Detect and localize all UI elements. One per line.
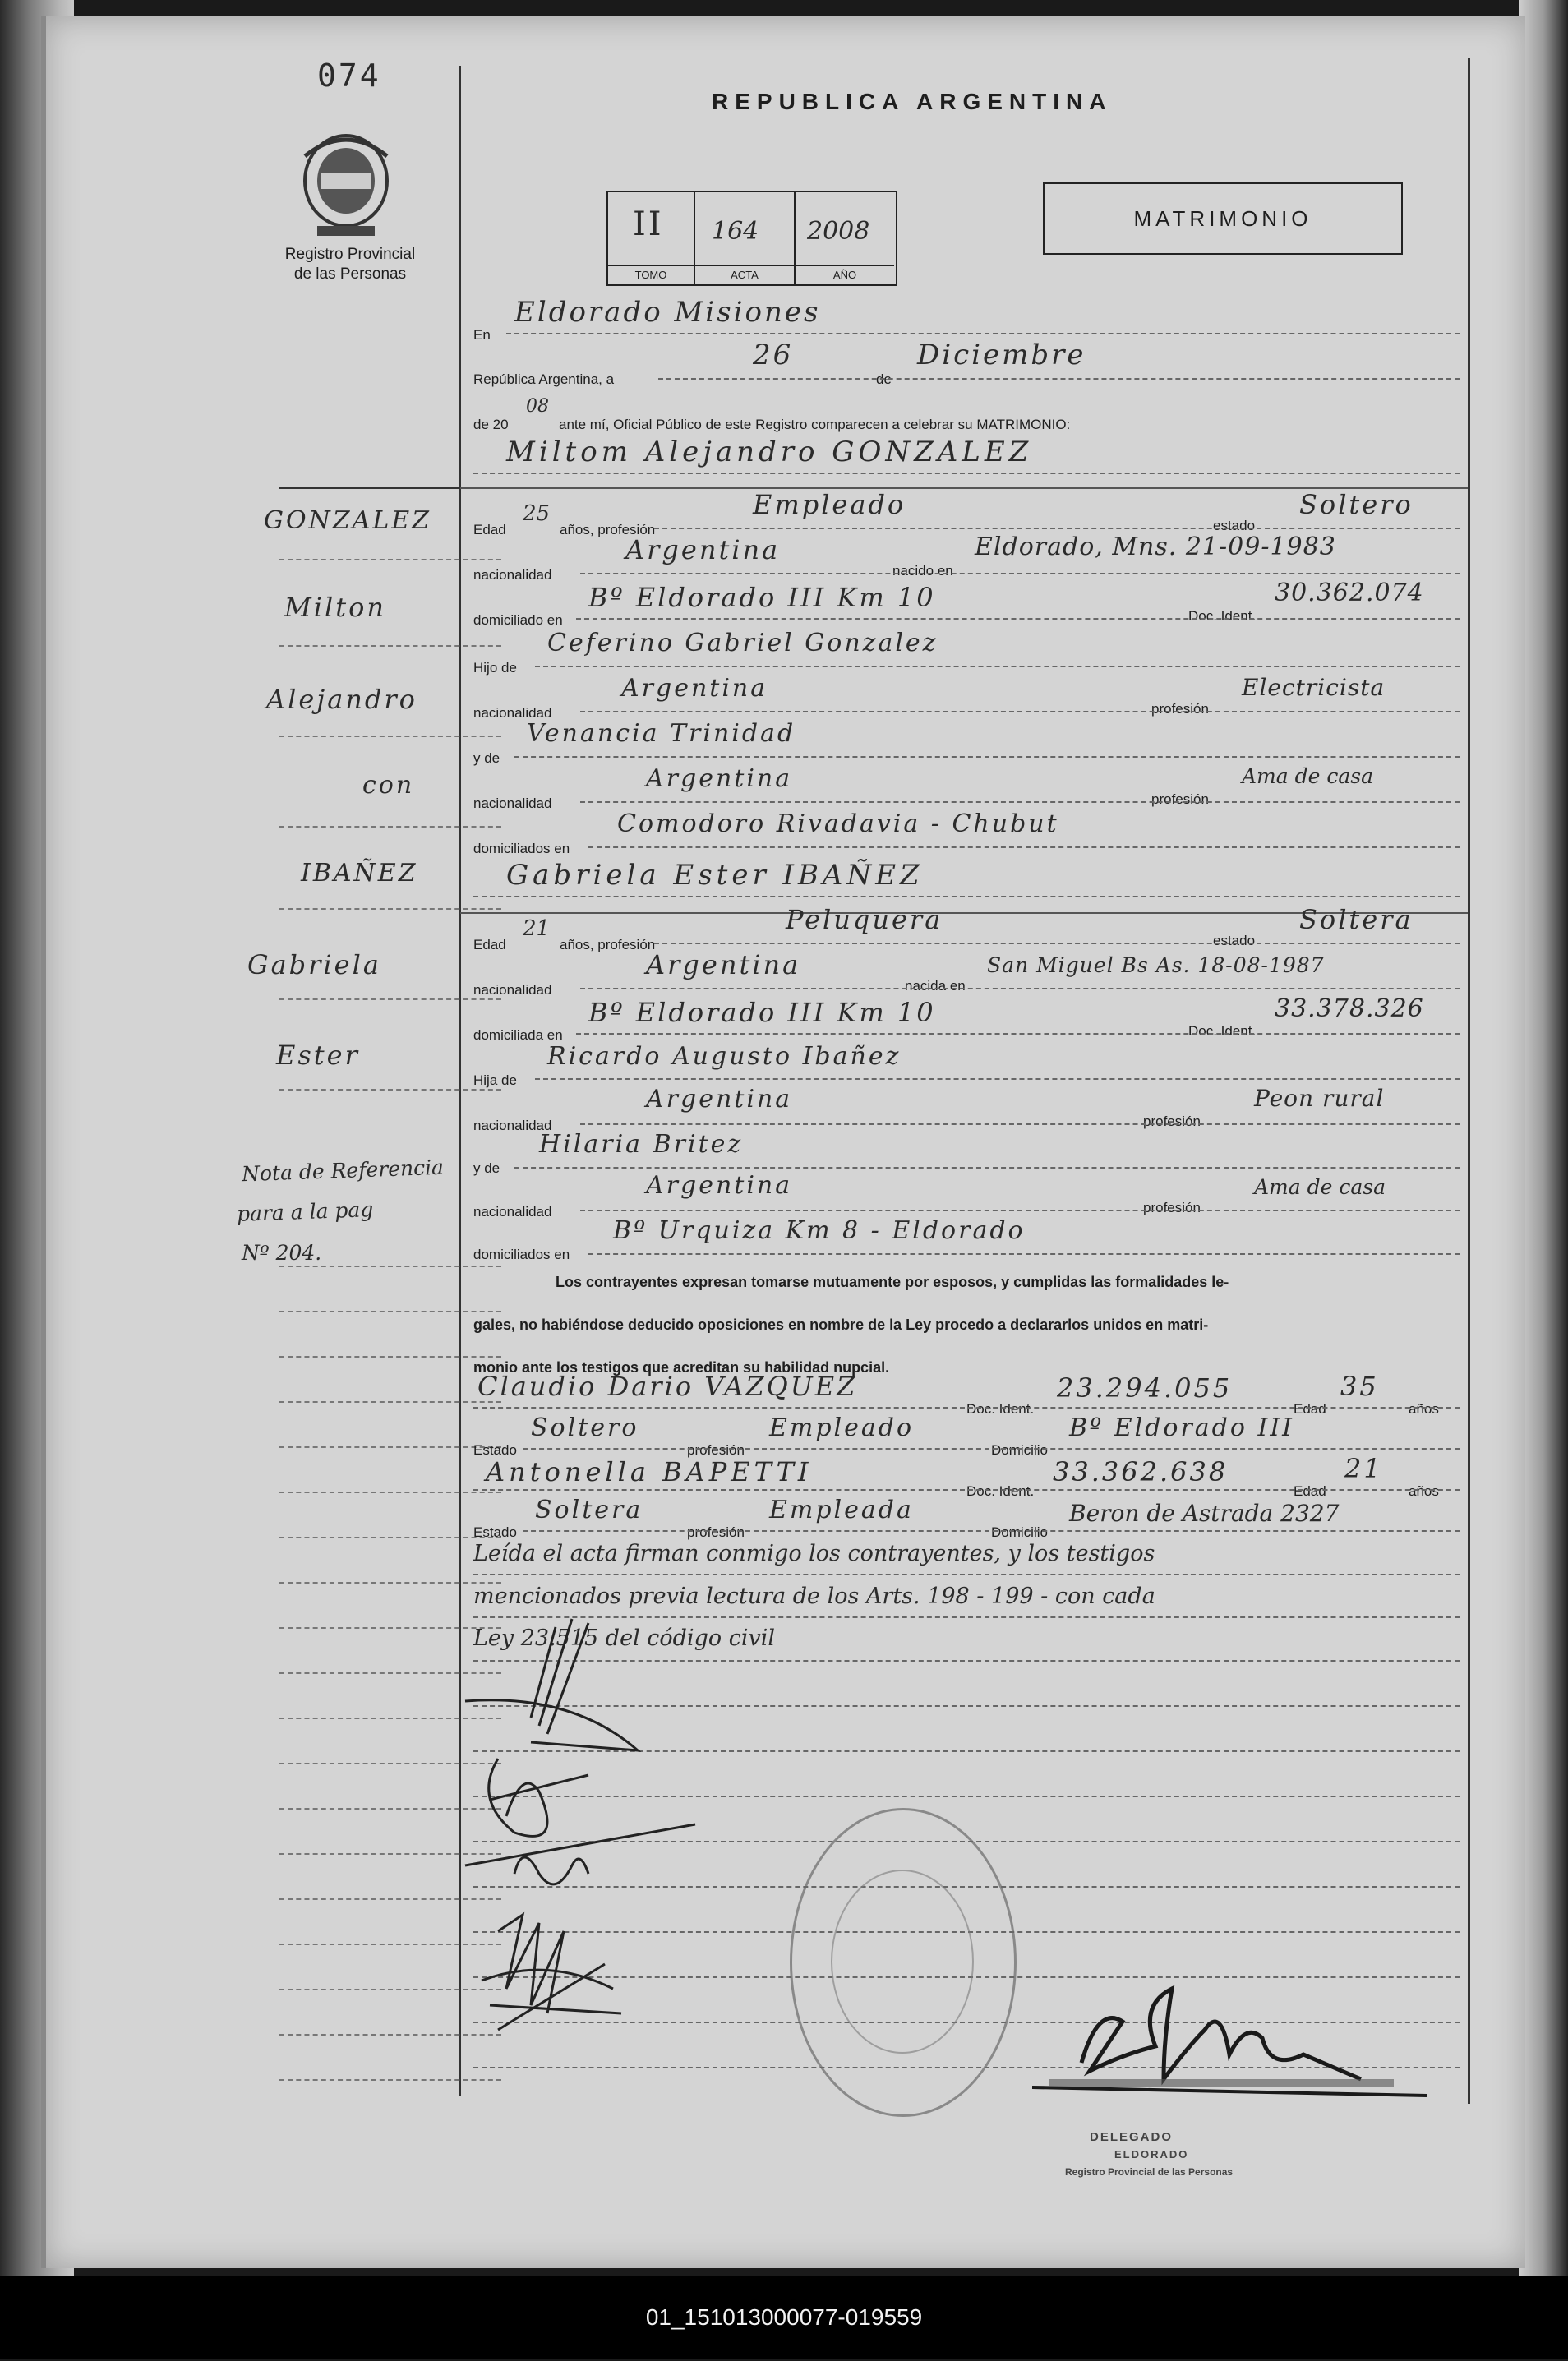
margin-rule: [279, 1582, 501, 1584]
witness2-doc: 33.362.638: [1053, 1456, 1229, 1487]
bride-madre-prof-label: profesión: [1143, 1200, 1201, 1215]
groom-row-line: [580, 711, 1460, 712]
closing-line2: mencionados previa lectura de los Arts. 198 - 199 - con cada: [473, 1584, 1155, 1609]
bride-padre-prof-label: profesión: [1143, 1114, 1201, 1129]
groom-doc-label: Doc. Ident.: [1188, 608, 1257, 624]
closing-rule: [473, 1574, 1460, 1575]
year-suffix: 08: [526, 396, 549, 417]
witness1-line: [523, 1448, 1460, 1450]
bride-padres-dom-label: domiciliados en: [473, 1247, 570, 1262]
witness2-estado: Soltera: [535, 1496, 643, 1524]
registry-line2: de las Personas: [293, 265, 407, 283]
bride-madre: Hilaria Britez: [539, 1130, 744, 1159]
groom-domicilio: Bº Eldorado III Km 10: [588, 582, 936, 613]
witness1-anos-label: años: [1409, 1401, 1439, 1417]
tomo-label: TOMO: [608, 265, 694, 284]
bride-row-line: [514, 1167, 1460, 1169]
groom-yde-label: y de: [473, 750, 500, 766]
margin-rule: [279, 736, 501, 737]
groom-madre: Venancia Trinidad: [527, 719, 796, 748]
groom-edad-label: Edad: [473, 522, 506, 537]
republica-label: República Argentina, a: [473, 371, 615, 387]
bride-padre-prof: Peon rural: [1254, 1085, 1385, 1112]
witness2-doc-label: Doc. Ident.: [966, 1483, 1035, 1499]
en-label: En: [473, 327, 491, 343]
bride-row-line: [588, 1253, 1460, 1255]
witness2-domicilio: Beron de Astrada 2327: [1069, 1500, 1340, 1527]
registry-name: [251, 245, 449, 284]
groom-estado-label: estado: [1213, 518, 1256, 533]
groom-doc: 30.362.074: [1275, 579, 1424, 607]
tomo-acta-anio-box: [606, 191, 897, 286]
closing-line3: Ley 23.515 del código civil: [473, 1625, 775, 1651]
round-seal-inner: [831, 1870, 974, 2054]
bride-doc: 33.378.326: [1275, 994, 1424, 1023]
bride-edad: 21: [523, 916, 551, 941]
year-prefix: de 20: [473, 417, 509, 432]
witness1-domicilio: Bº Eldorado III: [1069, 1413, 1295, 1442]
witness2-profesion: Empleada: [769, 1496, 914, 1524]
margin-name-groom-2: Alejandro: [266, 684, 417, 715]
margin-name-groom-1: Milton: [284, 592, 386, 623]
anio-label: AÑO: [796, 265, 894, 284]
month-value: Diciembre: [917, 339, 1086, 371]
stamp-line2: ELDORADO: [1114, 2148, 1189, 2160]
witness2-edad-label: Edad: [1294, 1483, 1326, 1499]
anio-value: 2008: [807, 217, 870, 246]
bride-nacida: San Miguel Bs As. 18-08-1987: [987, 953, 1325, 977]
bride-row-line: [580, 1210, 1460, 1211]
witness1-edad: 35: [1340, 1371, 1379, 1402]
groom-padres-dom: Comodoro Rivadavia - Chubut: [617, 809, 1059, 838]
groom-row-line: [576, 618, 1460, 620]
margin-rule: [279, 1266, 501, 1267]
place-value: Eldorado Misiones: [514, 296, 821, 329]
witness1-dom-label: Domicilio: [991, 1442, 1048, 1458]
margin-rule: [279, 1311, 501, 1312]
margin-rule: [279, 1089, 501, 1091]
margin-note-line3: Nº 204.: [242, 1241, 322, 1265]
groom-padre-prof-label: profesión: [1151, 701, 1209, 717]
stamp-line3: Registro Provincial de las Personas: [1065, 2166, 1234, 2178]
place-line: [506, 333, 1460, 334]
tomo-value: II: [633, 205, 664, 243]
official-signature: [1032, 1972, 1460, 2137]
groom-row-line: [535, 666, 1460, 667]
groom-padre-nac-label: nacionalidad: [473, 705, 552, 721]
bride-name-line: [473, 896, 1460, 897]
groom-profesion: Empleado: [753, 489, 906, 520]
witness1-doc-label: Doc. Ident.: [966, 1401, 1035, 1417]
bride-yde-label: y de: [473, 1160, 500, 1176]
groom-dom-label: domiciliado en: [473, 612, 563, 628]
acta-cell: [695, 192, 796, 284]
witness2-estado-label: Estado: [473, 1524, 517, 1540]
witness1-prof-label: profesión: [687, 1442, 745, 1458]
bride-full-name: Gabriela Ester IBAÑEZ: [506, 859, 924, 892]
declaration-line1: Los contrayentes expresan tomarse mutuamente por esposos, y cumplidas las formalidades le-: [556, 1274, 1229, 1290]
margin-note-line1: Nota de Referencia: [241, 1155, 445, 1187]
bride-edad-label: Edad: [473, 937, 506, 952]
bride-madre-nac-label: nacionalidad: [473, 1204, 552, 1220]
groom-name-line: [473, 473, 1460, 474]
groom-nacido-label: nacido en: [892, 563, 953, 579]
groom-nac-label: nacionalidad: [473, 567, 552, 583]
closing-line1: Leída el acta firman conmigo los contrayentes, y los testigos: [473, 1541, 1155, 1566]
witness2-edad: 21: [1344, 1453, 1383, 1484]
margin-name-bride-1: Gabriela: [247, 949, 381, 980]
groom-row-line: [580, 801, 1460, 803]
witness1-doc: 23.294.055: [1057, 1372, 1233, 1404]
bride-estado-label: estado: [1213, 933, 1256, 948]
margin-rule: [279, 998, 501, 1000]
groom-row-line: [580, 573, 1460, 574]
signatures-scribble: [449, 1602, 712, 2063]
groom-padre-prof: Electricista: [1242, 674, 1386, 701]
bride-dom-label: domiciliada en: [473, 1027, 563, 1043]
acta-label: ACTA: [695, 265, 794, 284]
de-label: de: [876, 371, 892, 387]
witness1-edad-label: Edad: [1294, 1401, 1326, 1417]
groom-padre-nac: Argentina: [621, 674, 768, 703]
bride-nacida-label: nacida en: [905, 978, 966, 994]
groom-row-line: [654, 528, 1460, 529]
margin-rule: [279, 908, 501, 910]
bride-prof-label: años, profesión: [560, 937, 656, 952]
groom-padre: Ceferino Gabriel Gonzalez: [547, 629, 938, 657]
bride-doc-label: Doc. Ident.: [1188, 1023, 1257, 1039]
bride-row-line: [580, 1123, 1460, 1125]
margin-rule: [279, 1492, 501, 1493]
groom-prof-label: años, profesión: [560, 522, 656, 537]
coat-of-arms-icon: [293, 123, 399, 247]
groom-row-line: [588, 846, 1460, 848]
page-number: 074: [317, 58, 381, 94]
groom-madre-nac: Argentina: [646, 764, 793, 793]
bride-domicilio: Bº Eldorado III Km 10: [588, 997, 936, 1028]
witness2-line: [473, 1489, 1460, 1491]
day-value: 26: [753, 339, 794, 371]
registry-line1: Registro Provincial: [284, 246, 416, 263]
witness1-profesion: Empleado: [769, 1413, 915, 1442]
groom-full-name: Miltom Alejandro GONZALEZ: [506, 436, 1033, 468]
witness2-line: [523, 1530, 1460, 1532]
margin-rule: [279, 1356, 501, 1358]
bride-padre-nac-label: nacionalidad: [473, 1118, 552, 1133]
groom-edad: 25: [523, 501, 551, 526]
witness2-prof-label: profesión: [687, 1524, 745, 1540]
witness1-estado-label: Estado: [473, 1442, 517, 1458]
groom-hijo-label: Hijo de: [473, 660, 517, 676]
margin-rule: [279, 645, 501, 647]
page-edge: [1519, 0, 1568, 2293]
margin-note-line2: para a la pag: [236, 1197, 374, 1226]
margin-rule: [279, 826, 501, 828]
margin-name-bride-2: Ester: [276, 1040, 360, 1071]
witness2-anos-label: años: [1409, 1483, 1439, 1499]
acta-value: 164: [712, 217, 759, 246]
bride-padre-nac: Argentina: [646, 1085, 793, 1114]
bride-estado: Soltera: [1299, 904, 1414, 935]
bride-nacionalidad: Argentina: [646, 949, 801, 980]
groom-madre-prof-label: profesión: [1151, 791, 1209, 807]
witness1-line: [473, 1407, 1460, 1409]
margin-surname-groom: GONZALEZ: [264, 506, 431, 535]
witness1-name: Claudio Dario VAZQUEZ: [477, 1371, 858, 1402]
margin-rule: [279, 1446, 501, 1448]
groom-madre-prof: Ama de casa: [1242, 764, 1373, 788]
country-title: REPUBLICA ARGENTINA: [712, 89, 1113, 114]
bride-row-line: [580, 988, 1460, 989]
margin-rule: [279, 1401, 501, 1403]
groom-madre-nac-label: nacionalidad: [473, 795, 552, 811]
bride-padres-dom: Bº Urquiza Km 8 - Eldorado: [613, 1216, 1026, 1245]
bride-hija-label: Hija de: [473, 1072, 517, 1088]
bride-nac-label: nacionalidad: [473, 982, 552, 998]
margin-rule: [279, 1537, 501, 1538]
margin-rule: [279, 559, 501, 560]
right-column-rule: [1468, 58, 1470, 2104]
margin-surname-bride: IBAÑEZ: [301, 859, 418, 888]
matrimonio-box: MATRIMONIO: [1043, 182, 1403, 255]
witness2-name: Antonella BAPETTI: [486, 1456, 813, 1487]
bride-row-line: [576, 1033, 1460, 1035]
bride-row-line: [535, 1078, 1460, 1080]
bride-madre-prof: Ama de casa: [1254, 1175, 1386, 1199]
image-caption: 01_151013000077-019559: [0, 2276, 1568, 2359]
bride-profesion: Peluquera: [786, 904, 943, 935]
margin-con: con: [362, 771, 415, 800]
groom-padres-dom-label: domiciliados en: [473, 841, 570, 856]
tomo-cell: [608, 192, 695, 284]
intro-text: ante mí, Oficial Público de este Registro comparecen a celebrar su MATRIMONIO:: [559, 417, 1071, 432]
declaration-line2: gales, no habiéndose deducido oposiciones en nombre de la Ley procedo a declararlos unidos en matri-: [473, 1317, 1209, 1333]
stamp-line1: DELEGADO: [1090, 2130, 1174, 2144]
margin-rule: [279, 2079, 501, 2081]
groom-nacionalidad: Argentina: [625, 534, 781, 565]
anio-cell: [796, 192, 894, 284]
bride-madre-nac: Argentina: [646, 1171, 793, 1200]
witness1-estado: Soltero: [531, 1413, 639, 1442]
date-line: [658, 378, 1460, 380]
groom-nacido: Eldorado, Mns. 21-09-1983: [975, 533, 1336, 561]
document-page: [41, 16, 1525, 2268]
declaration-line3: monio ante los testigos que acreditan su habilidad nupcial.: [473, 1359, 890, 1376]
witness2-dom-label: Domicilio: [991, 1524, 1048, 1540]
groom-estado: Soltero: [1299, 489, 1414, 520]
bride-padre: Ricardo Augusto Ibañez: [547, 1042, 902, 1071]
groom-row-line: [514, 756, 1460, 758]
bride-row-line: [654, 943, 1460, 944]
